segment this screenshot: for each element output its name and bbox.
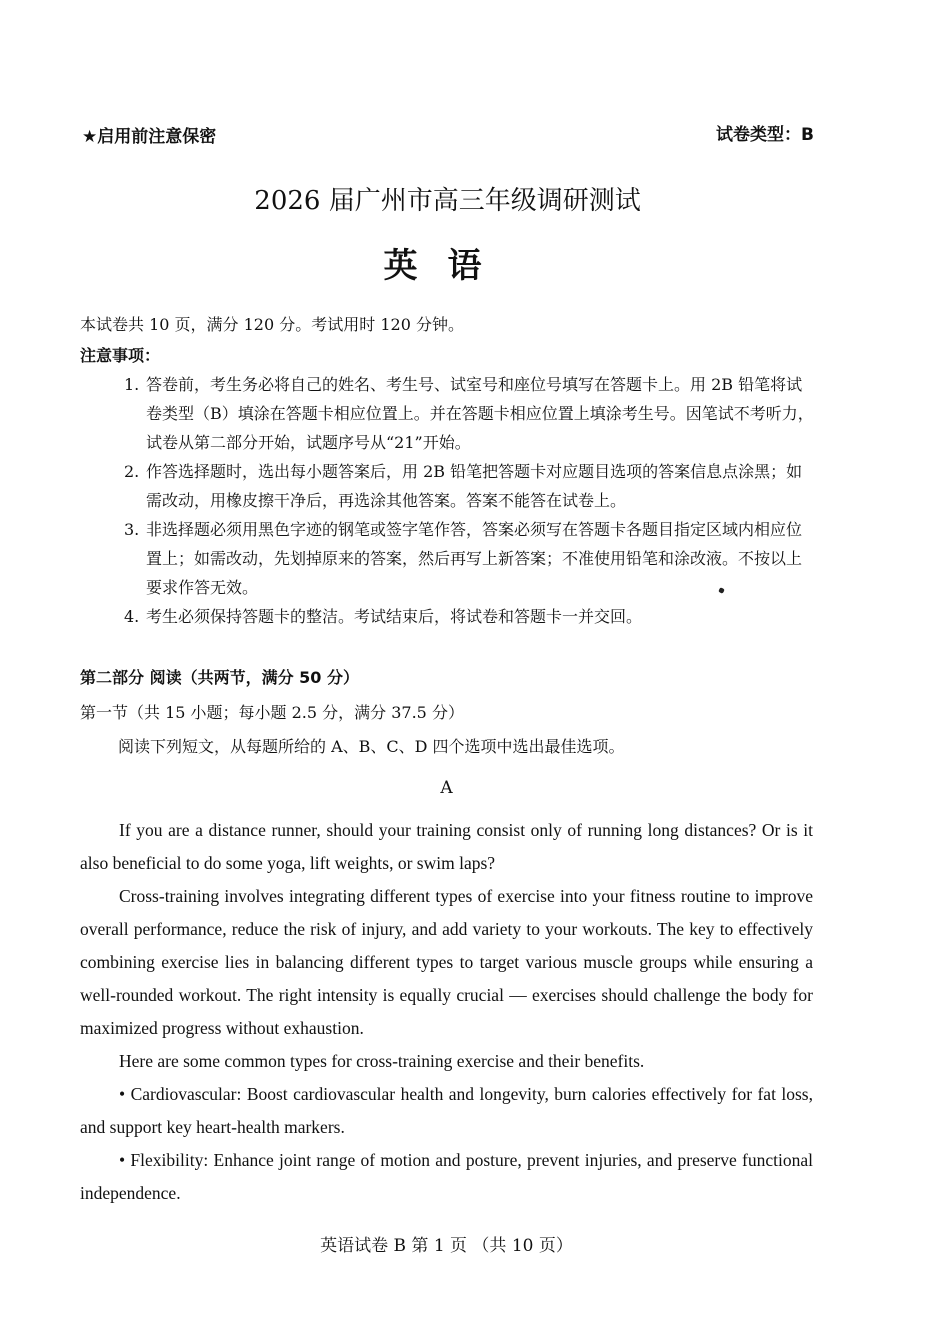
bullet-term: Cardiovascular:: [130, 1084, 242, 1104]
exam-title: 2026 届广州市高三年级调研测试: [254, 186, 641, 216]
notice-item: [124, 602, 814, 631]
notice-number: 2.: [124, 462, 140, 481]
notice-number: 1.: [124, 375, 140, 394]
bullet-text: Boost cardiovascular health and longevity, burn calories effectively for fat loss, and support key heart-health markers.: [80, 1084, 813, 1137]
notice-item: [124, 515, 814, 602]
notice-number: 3.: [124, 520, 140, 539]
bullet-item: [80, 1144, 813, 1210]
bullet-item: [80, 1078, 813, 1144]
bullet-icon: •: [119, 1150, 131, 1170]
notice-heading: 注意事项：: [80, 346, 161, 365]
notice-item: [124, 457, 814, 515]
confidential-label: ★启用前注意保密: [82, 127, 217, 147]
section-instruction: 阅读下列短文，从每题所给的 A、B、C、D 四个选项中选出最佳选项。: [118, 737, 625, 756]
bullet-term: Flexibility:: [130, 1150, 209, 1170]
passage-body: [80, 814, 813, 1210]
passage-paragraph: Cross-training involves integrating different types of exercise into your fitness routine to improve overall performance, reduce the risk of injury, and add variety to your workouts. The key to effectively combining exercise lies in balancing different types to target various muscle groups while ensuring a well-rounded workout. The right intensity is equally crucial — exercises should challenge the body for maximized progress without exhaustion.: [80, 886, 813, 1038]
passage-paragraph: Here are some common types for cross-training exercise and their benefits.: [119, 1051, 645, 1071]
page-footer: 英语试卷 B 第 1 页 （共 10 页）: [320, 1236, 573, 1256]
notice-text: 非选择题必须用黑色字迹的钢笔或签字笔作答，答案必须写在答题卡各题目指定区域内相应位置上；如需改动，先划掉原来的答案，然后再写上新答案；不准使用铅笔和涂改液。不按以上要求作答无效。: [146, 520, 803, 597]
notice-list: [124, 370, 814, 631]
exam-intro: 本试卷共 10 页，满分 120 分。考试用时 120 分钟。: [80, 315, 464, 334]
part-heading: 第二部分 阅读（共两节，满分 50 分）: [80, 668, 359, 687]
bullet-text: Enhance joint range of motion and posture, prevent injuries, and preserve functional independence.: [80, 1150, 813, 1203]
passage-label: A: [440, 778, 453, 798]
notice-number: 4.: [124, 607, 140, 626]
passage-paragraph: If you are a distance runner, should your training consist only of running long distances? Or is it also beneficial to do some yoga, lift weights, or swim laps?: [80, 820, 813, 873]
paper-type: 试卷类型：B: [716, 125, 814, 145]
section-heading: 第一节（共 15 小题；每小题 2.5 分，满分 37.5 分）: [80, 703, 464, 722]
notice-item: [124, 370, 814, 457]
notice-text: 考生必须保持答题卡的整洁。考试结束后，将试卷和答题卡一并交回。: [146, 607, 643, 626]
notice-text: 答卷前，考生务必将自己的姓名、考生号、试室号和座位号填写在答题卡上。用 2B 铅笔将试卷类型（B）填涂在答题卡相应位置上。并在答题卡相应位置上填涂考生号。因笔试不考听力，试卷从第二部分开始，试题序号从“21”开始。: [146, 375, 814, 452]
subject-title: 英语: [383, 246, 512, 286]
notice-text: 作答选择题时，选出每小题答案后，用 2B 铅笔把答题卡对应题目选项的答案信息点涂黑；如需改动，用橡皮擦干净后，再选涂其他答案。答案不能答在试卷上。: [146, 462, 803, 510]
bullet-icon: •: [119, 1084, 131, 1104]
